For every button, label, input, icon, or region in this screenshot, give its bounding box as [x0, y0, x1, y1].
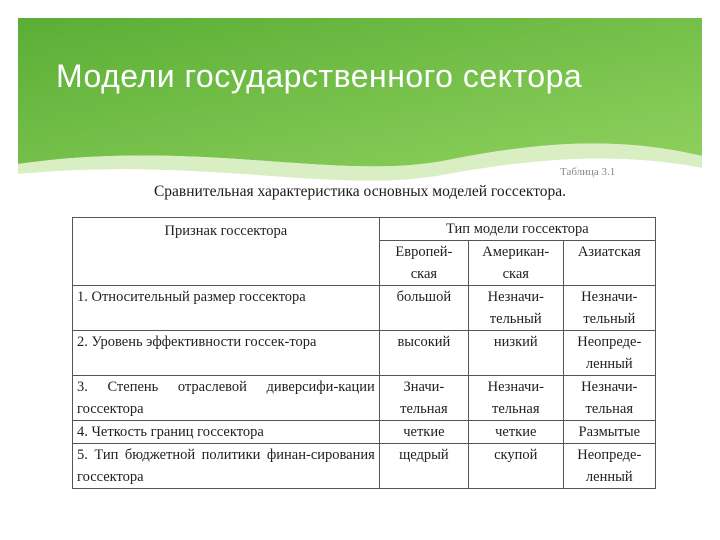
- header-type-group: Тип модели госсектора: [379, 218, 655, 241]
- row-asian: Размытые: [563, 421, 655, 444]
- row-european: щедрый: [379, 444, 468, 489]
- header-american: Американ-ская: [468, 241, 563, 286]
- header-asian: Азиатская: [563, 241, 655, 286]
- row-feature: 2. Уровень эффективности госсек-тора: [73, 331, 380, 376]
- header-feature: Признак госсектора: [73, 218, 380, 286]
- row-american: низкий: [468, 331, 563, 376]
- row-european: Значи-тельная: [379, 376, 468, 421]
- table-row: [73, 331, 656, 376]
- row-asian: Неопреде-ленный: [563, 444, 655, 489]
- table-row: [73, 286, 656, 331]
- table-number: Таблица 3.1: [560, 166, 616, 178]
- title-banner: [18, 18, 702, 188]
- table-caption: Сравнительная характеристика основных моделей госсектора.: [153, 183, 567, 200]
- row-american: Незначи-тельный: [468, 286, 563, 331]
- row-european: большой: [379, 286, 468, 331]
- table-row: [73, 376, 656, 421]
- row-feature: 5. Тип бюджетной политики финан-сирования госсектора: [73, 444, 380, 489]
- slide-title: Модели государственного сектора: [56, 58, 583, 94]
- header-european: Европей-ская: [379, 241, 468, 286]
- row-feature: 4. Четкость границ госсектора: [73, 421, 380, 444]
- green-wave-banner: [18, 18, 702, 188]
- row-asian: Незначи-тельный: [563, 286, 655, 331]
- row-american: скупой: [468, 444, 563, 489]
- row-american: четкие: [468, 421, 563, 444]
- header-row: [73, 218, 656, 241]
- table-row: [73, 444, 656, 489]
- row-asian: Неопреде-ленный: [563, 331, 655, 376]
- row-european: четкие: [379, 421, 468, 444]
- row-american: Незначи-тельная: [468, 376, 563, 421]
- table-row: [73, 421, 656, 444]
- row-european: высокий: [379, 331, 468, 376]
- row-feature: 1. Относительный размер госсектора: [73, 286, 380, 331]
- row-feature: 3. Степень отраслевой диверсифи-кации госсектора: [73, 376, 380, 421]
- row-asian: Незначи-тельная: [563, 376, 655, 421]
- comparison-table: [72, 217, 656, 489]
